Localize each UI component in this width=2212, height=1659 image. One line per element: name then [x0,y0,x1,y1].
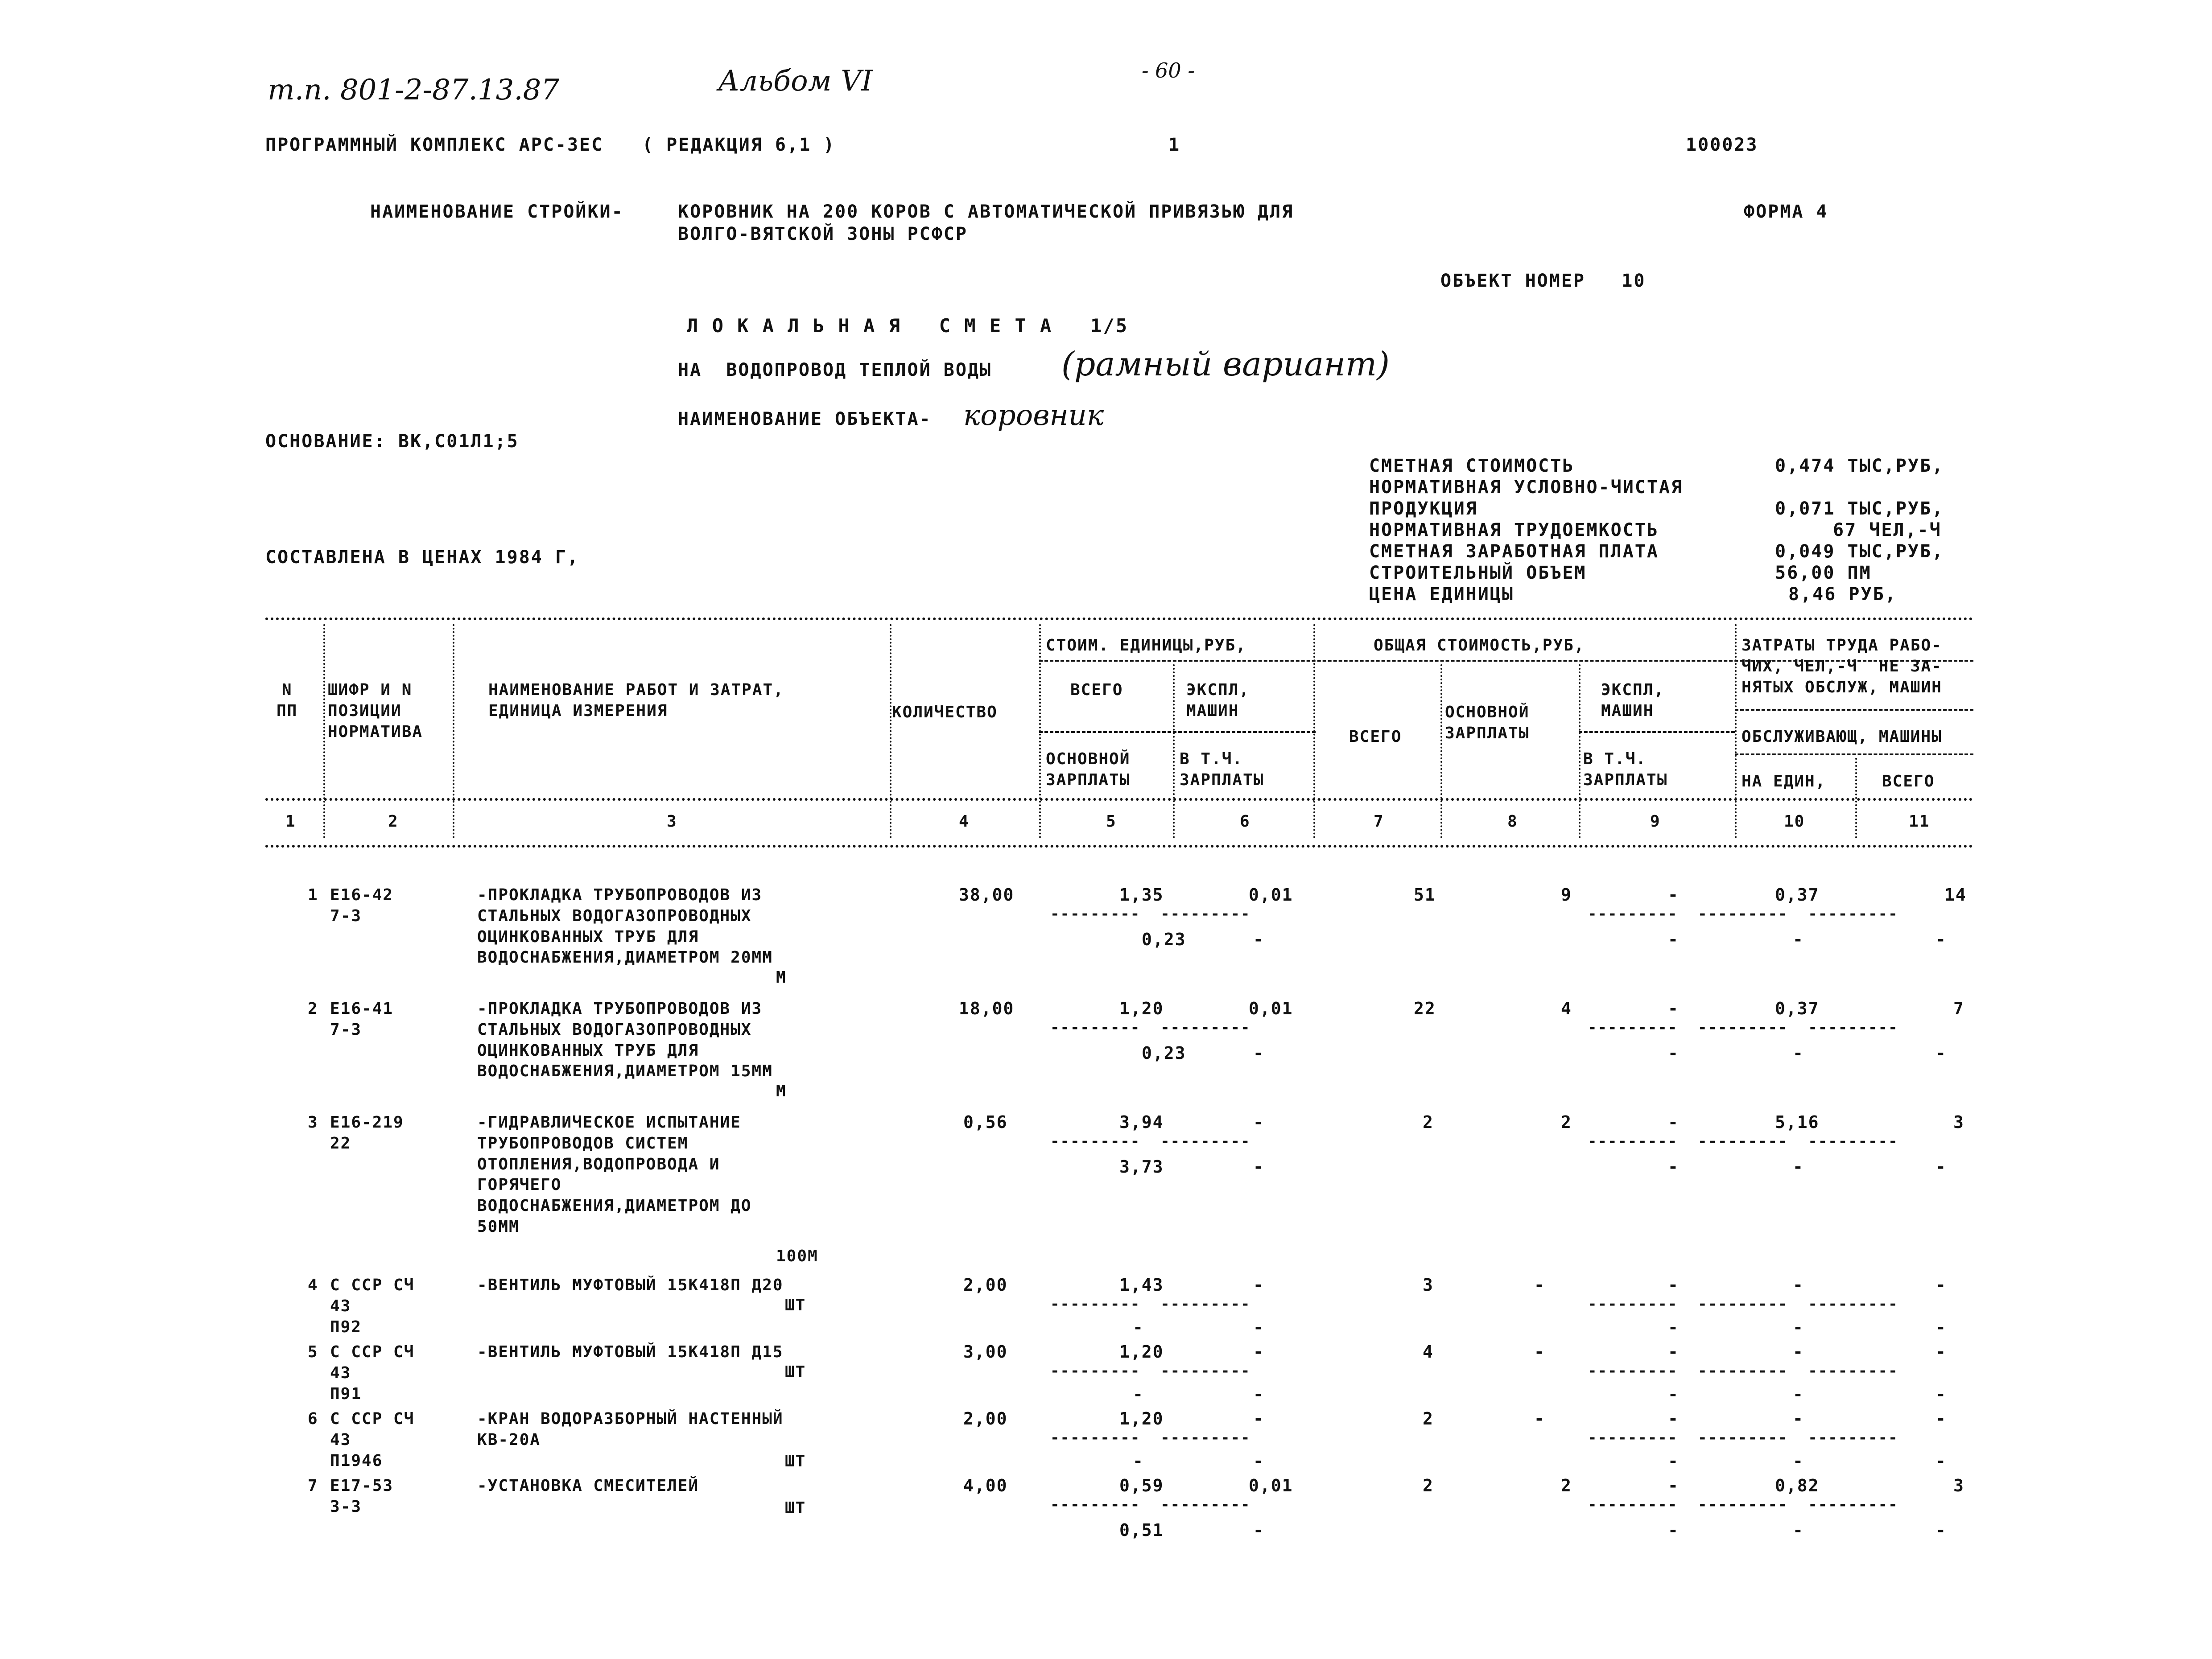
summary-label: НОРМАТИВНАЯ УСЛОВНО-ЧИСТАЯ [1369,477,1684,498]
divider-dashes: --------- --------- [1050,1019,1251,1037]
row-labor-total-2: - [1936,1384,1947,1404]
row-total-machine-wage: - [1668,1451,1679,1471]
row-number: 2 [308,1000,318,1018]
album-number: Альбом VI [718,65,873,98]
row-code: Е16-219 22 [330,1113,404,1153]
rule [1735,753,1973,755]
row-total-wage: 9 [1561,885,1572,905]
row-unit-cost: 1,20 [1119,999,1164,1018]
row-total-wage: 4 [1561,999,1572,1018]
row-labor-total-2: - [1936,1317,1947,1337]
row-unit-wage: - [1133,1317,1144,1337]
row-labor-total: 3 [1953,1112,1964,1132]
row-unit-cost: 3,94 [1119,1112,1164,1132]
divider-dashes: --------- --------- --------- [1588,1429,1898,1447]
program-name: ПРОГРАММНЫЙ КОМПЛЕКС АРС-ЗЕС [265,135,604,155]
summary-label: СТРОИТЕЛЬНЫЙ ОБЪЕМ [1369,563,1587,583]
row-total: 2 [1423,1476,1434,1495]
col-sep [1579,664,1581,838]
summary-value: 0,071 ТЫС,РУБ, [1775,498,1944,519]
page-number: - 60 - [1142,58,1195,82]
row-name: -ВЕНТИЛЬ МУФТОВЫЙ 15К418П Д20 [477,1276,784,1294]
col-head-labor-unit: НА ЕДИН, [1742,772,1826,790]
divider-dashes: --------- --------- [1050,1295,1251,1313]
row-unit: ШТ [785,1499,806,1517]
row-unit-machine-wage: - [1253,1520,1264,1540]
summary-label: СМЕТНАЯ ЗАРАБОТНАЯ ПЛАТА [1369,541,1659,562]
summary-value: 0,474 ТЫС,РУБ, [1775,456,1944,476]
rule [265,798,1973,801]
object-label: НАИМЕНОВАНИЕ ОБЪЕКТА- [678,409,932,429]
col-number: 10 [1784,812,1805,831]
row-total-machine-wage: - [1668,1157,1679,1177]
row-unit-machine: - [1253,1275,1264,1295]
basis: ОСНОВАНИЕ: ВК,С01Л1;5 [265,431,519,452]
col-head-total-machine: ЭКСПЛ, МАШИН [1601,681,1665,720]
col-sep [323,624,325,838]
row-name: -ПРОКЛАДКА ТРУБОПРОВОДОВ ИЗ СТАЛЬНЫХ ВОДОГАЗОПРОВОДНЫХ ОЦИНКОВАННЫХ ТРУБ ДЛЯ ВОДОСНАБЖЕНИЯ,ДИАМЕТРОМ 20ММ [477,886,773,967]
divider-dashes: --------- --------- --------- [1588,1362,1898,1380]
row-quantity: 3,00 [963,1342,1008,1362]
col-sep [1440,664,1442,838]
col-head-unit-wage: ОСНОВНОЙ ЗАРПЛАТЫ [1046,750,1131,789]
row-quantity: 0,56 [963,1112,1008,1132]
row-labor-unit: - [1793,1342,1804,1362]
row-unit-machine: - [1253,1342,1264,1362]
row-unit-cost: 0,59 [1119,1476,1164,1495]
row-labor-unit-2: - [1793,1520,1804,1540]
object-number: ОБЪЕКТ НОМЕР 10 [1440,271,1646,291]
col-number: 5 [1106,812,1117,831]
row-unit-machine-wage: - [1253,1384,1264,1404]
col-head-total-machine-wage: В Т.Ч. ЗАРПЛАТЫ [1583,750,1668,789]
row-total-machine: - [1668,1275,1679,1295]
row-labor-unit: - [1793,1275,1804,1295]
col-sep [453,624,454,838]
summary-value: 8,46 РУБ, [1788,584,1897,605]
row-name: -УСТАНОВКА СМЕСИТЕЛЕЙ [477,1477,699,1495]
col-number: 6 [1240,812,1250,831]
row-unit-wage: 3,73 [1119,1157,1164,1177]
row-labor-total: - [1936,1409,1947,1428]
row-total: 22 [1414,999,1436,1018]
summary-value: 56,00 ПМ [1775,563,1872,583]
summary-label: ПРОДУКЦИЯ [1369,498,1478,519]
rule [1735,709,1973,711]
row-labor-unit: 0,37 [1775,999,1820,1018]
row-labor-unit: 5,16 [1775,1112,1820,1132]
row-quantity: 2,00 [963,1275,1008,1295]
col-head-total-cost: ОБЩАЯ СТОИМОСТЬ,РУБ, [1374,636,1585,655]
row-unit: ШТ [785,1296,806,1314]
col-head-name: НАИМЕНОВАНИЕ РАБОТ И ЗАТРАТ, ЕДИНИЦА ИЗМЕРЕНИЯ [488,681,784,720]
summary-value: 0,049 ТЫС,РУБ, [1775,541,1944,562]
project-number: т.п. 801-2-87.13.87 [268,74,560,107]
row-labor-total-2: - [1936,1451,1947,1471]
doc-title: Л О К А Л Ь Н А Я С М Е Т А 1/5 [687,315,1129,337]
row-labor-unit-2: - [1793,930,1804,949]
row-number: 4 [308,1276,318,1294]
col-number: 7 [1374,812,1384,831]
row-labor-unit-2: - [1793,1384,1804,1404]
row-quantity: 38,00 [959,885,1015,905]
col-number: 2 [388,812,399,831]
row-name: -ПРОКЛАДКА ТРУБОПРОВОДОВ ИЗ СТАЛЬНЫХ ВОДОГАЗОПРОВОДНЫХ ОЦИНКОВАННЫХ ТРУБ ДЛЯ ВОДОСНАБЖЕНИЯ,ДИАМЕТРОМ 15ММ [477,1000,773,1081]
row-code: С ССР СЧ 43 П1946 [330,1410,415,1470]
row-total-wage: 2 [1561,1476,1572,1495]
row-unit-machine: 0,01 [1249,999,1293,1018]
summary-label: НОРМАТИВНАЯ ТРУДОЕМКОСТЬ [1369,520,1659,540]
row-unit-cost: 1,20 [1119,1342,1164,1362]
row-labor-unit: 0,37 [1775,885,1820,905]
row-labor-total-2: - [1936,1157,1947,1177]
col-number: 1 [285,812,296,831]
col-sep [1039,624,1041,838]
row-labor-unit: 0,82 [1775,1476,1820,1495]
col-head-unit-cost: СТОИМ. ЕДИНИЦЫ,РУБ, [1046,636,1246,655]
row-unit-machine: 0,01 [1249,885,1293,905]
col-head-labor-total: ВСЕГО [1882,772,1935,790]
col-head-unit-total: ВСЕГО [1070,681,1123,699]
doc-code: 100023 [1686,135,1758,155]
row-total: 4 [1423,1342,1434,1362]
row-unit-machine: 0,01 [1249,1476,1293,1495]
construction-name-line2: ВОЛГО-ВЯТСКОЙ ЗОНЫ РСФСР [678,224,968,244]
row-total-machine: - [1668,1476,1679,1495]
row-total-machine-wage: - [1668,1043,1679,1063]
row-unit-wage: 0,23 [1142,1043,1186,1063]
row-total-machine: - [1668,885,1679,905]
row-total-wage: - [1534,1409,1545,1428]
col-head-unit-machine: ЭКСПЛ, МАШИН [1186,681,1250,720]
col-number: 9 [1650,812,1661,831]
row-code: Е16-41 7-3 [330,1000,394,1039]
summary-block [1369,456,1944,605]
row-number: 7 [308,1477,318,1495]
divider-dashes: --------- --------- --------- [1588,905,1898,923]
row-labor-total: 3 [1953,1476,1964,1495]
row-number: 3 [308,1113,318,1132]
row-labor-unit: - [1793,1409,1804,1428]
col-head-total: ВСЕГО [1349,728,1402,746]
sheet-number: 1 [1168,135,1181,155]
row-number: 5 [308,1343,318,1361]
divider-dashes: --------- --------- --------- [1588,1496,1898,1514]
row-total-machine-wage: - [1668,1384,1679,1404]
row-unit-machine-wage: - [1253,1043,1264,1063]
summary-value: 67 ЧЕЛ,-Ч [1833,520,1942,540]
row-labor-total-2: - [1936,1043,1947,1063]
row-number: 1 [308,886,318,904]
col-sep [1313,624,1315,838]
row-total-machine-wage: - [1668,1520,1679,1540]
col-number: 3 [667,812,677,831]
row-name: -КРАН ВОДОРАЗБОРНЫЙ НАСТЕННЫЙ КВ-20А [477,1410,784,1449]
row-quantity: 2,00 [963,1409,1008,1428]
divider-dashes: --------- --------- [1050,1132,1251,1150]
col-head-labor: ЗАТРАТЫ ТРУДА РАБО- ЧИХ, ЧЕЛ,-Ч НЕ ЗА- НЯТЫХ ОБСЛУЖ, МАШИН [1742,636,1942,696]
row-code: С ССР СЧ 43 П91 [330,1343,415,1403]
col-sep [1173,664,1175,838]
row-unit: ШТ [785,1452,806,1470]
row-unit-machine: - [1253,1409,1264,1428]
col-head-unit-machine-wage: В Т.Ч. ЗАРПЛАТЫ [1180,750,1264,789]
row-total: 51 [1414,885,1436,905]
row-total-machine: - [1668,999,1679,1018]
row-unit-wage: 0,23 [1142,930,1186,949]
row-total: 2 [1423,1409,1434,1428]
price-level: СОСТАВЛЕНА В ЦЕНАХ 1984 Г, [265,547,580,568]
row-labor-total: - [1936,1342,1947,1362]
row-unit-wage: - [1133,1384,1144,1404]
col-head-total-wage: ОСНОВНОЙ ЗАРПЛАТЫ [1445,703,1530,742]
divider-dashes: --------- --------- [1050,1496,1251,1514]
col-head-number: N ПП [276,681,298,720]
row-unit-machine-wage: - [1253,930,1264,949]
row-unit: М [776,1082,787,1100]
row-code: Е16-42 7-3 [330,886,394,925]
row-labor-total-2: - [1936,930,1947,949]
divider-dashes: --------- --------- [1050,1429,1251,1447]
row-total: 3 [1423,1275,1434,1295]
row-unit-machine: - [1253,1112,1264,1132]
divider-dashes: --------- --------- --------- [1588,1295,1898,1313]
row-unit: М [776,968,787,987]
col-sep [890,624,891,838]
row-labor-total: 14 [1944,885,1967,905]
row-total-wage: 2 [1561,1112,1572,1132]
divider-dashes: --------- --------- [1050,1362,1251,1380]
row-unit-machine-wage: - [1253,1317,1264,1337]
construction-name-line1: КОРОВНИК НА 200 КОРОВ С АВТОМАТИЧЕСКОЙ ПРИВЯЗЬЮ ДЛЯ [678,202,1294,222]
row-labor-total: 7 [1953,999,1964,1018]
col-head-code: ШИФР И N ПОЗИЦИИ НОРМАТИВА [328,681,423,741]
row-total: 2 [1423,1112,1434,1132]
edition: ( РЕДАКЦИЯ 6,1 ) [642,135,836,155]
summary-label: ЦЕНА ЕДИНИЦЫ [1369,584,1514,605]
rule [265,617,1973,620]
row-unit-cost: 1,20 [1119,1409,1164,1428]
row-unit: ШТ [785,1363,806,1381]
row-total-machine: - [1668,1342,1679,1362]
col-number: 11 [1909,812,1930,831]
col-head-quantity: КОЛИЧЕСТВО [892,703,998,721]
divider-dashes: --------- --------- --------- [1588,1019,1898,1037]
row-labor-unit-2: - [1793,1451,1804,1471]
summary-label: СМЕТНАЯ СТОИМОСТЬ [1369,456,1575,476]
rule [1579,731,1735,733]
variant-note: (рамный вариант) [1061,345,1390,383]
estimate-subject: НА ВОДОПРОВОД ТЕПЛОЙ ВОДЫ [678,360,992,380]
object-name: коровник [963,399,1104,432]
row-total-machine: - [1668,1409,1679,1428]
construction-label: НАИМЕНОВАНИЕ СТРОЙКИ- [370,202,624,222]
rule [265,845,1973,848]
row-code: Е17-53 3-3 [330,1477,394,1516]
row-unit: 100М [776,1247,818,1265]
col-head-labor-service: ОБСЛУЖИВАЮЩ, МАШИНЫ [1742,728,1942,746]
row-unit-machine-wage: - [1253,1451,1264,1471]
col-sep [1735,624,1737,838]
row-total-machine-wage: - [1668,1317,1679,1337]
row-total-wage: - [1534,1342,1545,1362]
col-number: 4 [959,812,970,831]
row-unit-machine-wage: - [1253,1157,1264,1177]
col-number: 8 [1507,812,1518,831]
row-labor-total: - [1936,1275,1947,1295]
divider-dashes: --------- --------- [1050,905,1251,923]
row-quantity: 18,00 [959,999,1015,1018]
row-unit-wage: 0,51 [1119,1520,1164,1540]
row-name: -ВЕНТИЛЬ МУФТОВЫЙ 15К418П Д15 [477,1343,784,1361]
divider-dashes: --------- --------- --------- [1588,1132,1898,1150]
row-labor-unit-2: - [1793,1317,1804,1337]
row-unit-cost: 1,43 [1119,1275,1164,1295]
col-sep [1855,758,1857,838]
row-labor-unit-2: - [1793,1043,1804,1063]
row-code: С ССР СЧ 43 П92 [330,1276,415,1336]
form-number: ФОРМА 4 [1744,202,1828,222]
row-total-wage: - [1534,1275,1545,1295]
row-quantity: 4,00 [963,1476,1008,1495]
row-labor-unit-2: - [1793,1157,1804,1177]
row-unit-cost: 1,35 [1119,885,1164,905]
row-name: -ГИДРАВЛИЧЕСКОЕ ИСПЫТАНИЕ ТРУБОПРОВОДОВ СИСТЕМ ОТОПЛЕНИЯ,ВОДОПРОВОДА И ГОРЯЧЕГО ВОДОСНАБЖЕНИЯ,ДИАМЕТРОМ ДО 50ММ [477,1113,752,1236]
row-total-machine-wage: - [1668,930,1679,949]
row-unit-wage: - [1133,1451,1144,1471]
row-total-machine: - [1668,1112,1679,1132]
row-number: 6 [308,1410,318,1428]
row-labor-total-2: - [1936,1520,1947,1540]
rule [1039,731,1316,733]
